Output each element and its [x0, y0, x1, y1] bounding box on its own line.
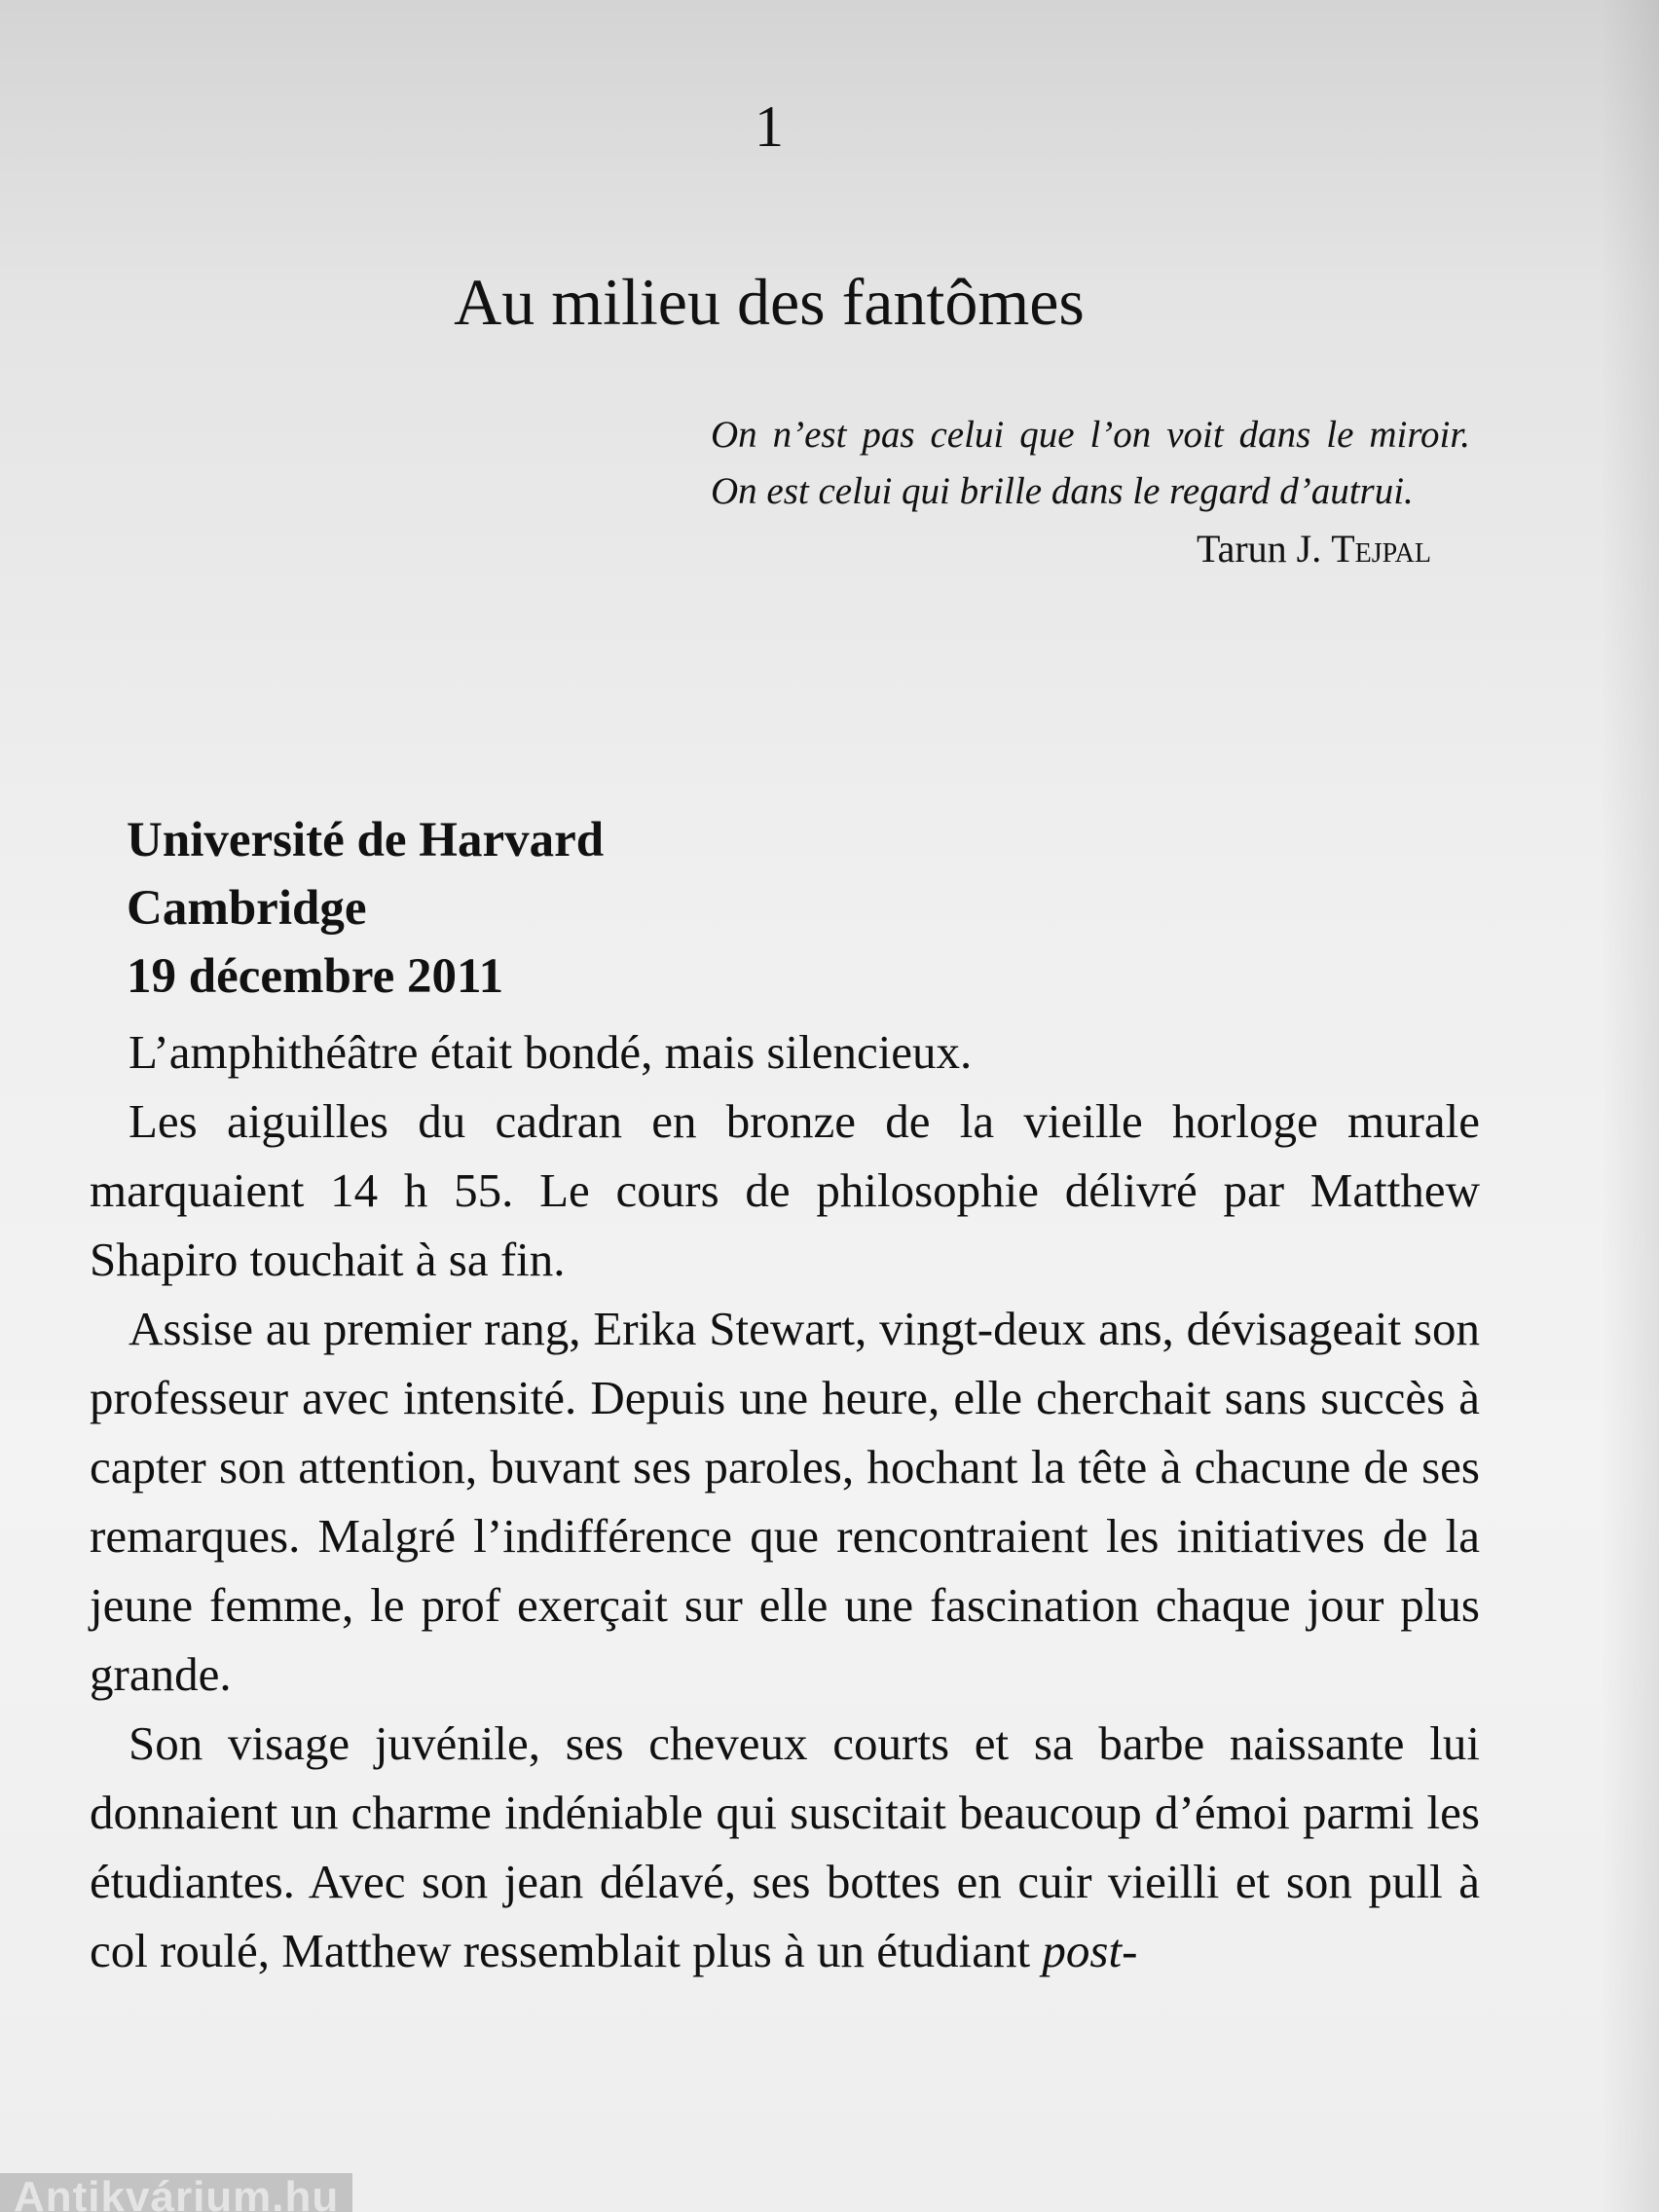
- chapter-title: Au milieu des fantômes: [454, 265, 1085, 339]
- paragraph-4-text: Son visage juvénile, ses cheveux courts et sa barbe naissante lui donnaient un charme indéniable qui suscitait beaucoup d’émoi parmi les étudiantes. Avec son jean délavé, ses bottes en cuir vieilli et son pull à col roulé, Matthew ressemblait plus à un étudiant: [90, 1716, 1480, 1977]
- epigraph-author: [711, 520, 1470, 578]
- paragraph-2: Les aiguilles du cadran en bronze de la vieille horloge murale marquaient 14 h 55. Le cours de philosophie délivré par Matthew Shapiro touchait à sa fin.: [90, 1094, 1480, 1286]
- body-text: [90, 1017, 1480, 1985]
- location-institution: Université de Harvard: [127, 813, 605, 867]
- epigraph-author-first: Tarun J.: [1196, 527, 1322, 571]
- epigraph-author-last: Tejpal: [1331, 527, 1431, 571]
- epigraph-quote: On n’est pas celui que l’on voit dans le miroir. On est celui qui brille dans le regard d’autrui.: [711, 414, 1470, 512]
- location-date: 19 décembre 2011: [127, 949, 504, 1004]
- epigraph: [711, 407, 1470, 578]
- chapter-number: 1: [755, 94, 784, 159]
- location-city: Cambridge: [127, 881, 367, 936]
- location-heading: [127, 806, 604, 1011]
- paragraph-1: L’amphithéâtre était bondé, mais silencieux.: [129, 1025, 973, 1079]
- watermark-logo: Antikvárium.hu: [0, 2173, 352, 2212]
- paragraph-4: [90, 1709, 1480, 1985]
- paragraph-3: Assise au premier rang, Erika Stewart, vingt-deux ans, dévisageait son professeur avec intensité. Depuis une heure, elle cherchait sans succès à capter son attention, buvant ses paroles, hochant la tête à chacune de ses remarques. Malgré l’indifférence que rencontraient les initiatives de la jeune femme, le prof exerçait sur elle une fascination chaque jour plus grande.: [90, 1302, 1480, 1701]
- paragraph-4-italic-end: post-: [1042, 1924, 1138, 1977]
